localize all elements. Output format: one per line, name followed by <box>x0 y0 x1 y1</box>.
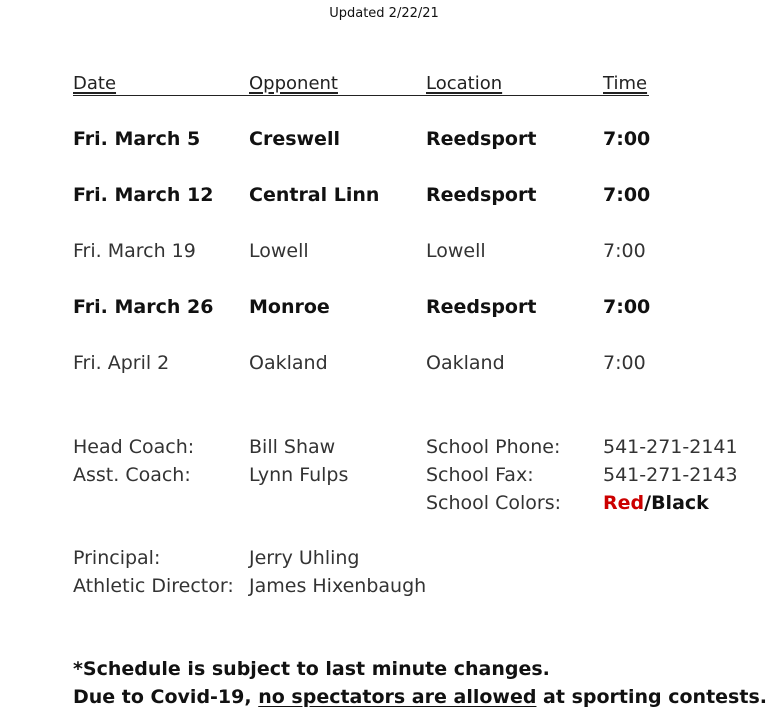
athletic-director-label: Athletic Director: <box>73 575 234 597</box>
color-separator: / <box>644 492 652 514</box>
game-date: Fri. March 26 <box>73 296 214 318</box>
principal-name: Jerry Uhling <box>249 547 360 569</box>
school-fax-label: School Fax: <box>426 464 534 486</box>
asst-coach-label: Asst. Coach: <box>73 464 191 486</box>
asst-coach-name: Lynn Fulps <box>249 464 349 486</box>
game-time: 7:00 <box>603 128 651 150</box>
schedule-change-notice: *Schedule is subject to last minute changes. <box>73 658 550 680</box>
game-location: Lowell <box>426 240 486 262</box>
game-location: Reedsport <box>426 184 537 206</box>
header-time: Time <box>603 73 648 94</box>
header-rule <box>73 95 649 96</box>
table-row <box>0 184 768 212</box>
table-row <box>0 296 768 324</box>
updated-date: Updated 2/22/21 <box>329 6 439 21</box>
game-opponent: Lowell <box>249 240 309 262</box>
game-date: Fri. March 12 <box>73 184 214 206</box>
game-time: 7:00 <box>603 296 651 318</box>
head-coach-label: Head Coach: <box>73 436 195 458</box>
game-opponent: Creswell <box>249 128 340 150</box>
game-time: 7:00 <box>603 240 646 262</box>
school-fax: 541-271-2143 <box>603 464 738 486</box>
covid-notice-underlined: no spectators are allowed <box>258 686 537 708</box>
game-date: Fri. March 19 <box>73 240 196 262</box>
covid-notice-post: at sporting contests. <box>536 686 767 708</box>
school-colors <box>603 492 709 514</box>
game-location: Oakland <box>426 352 505 374</box>
game-date: Fri. April 2 <box>73 352 170 374</box>
header-date: Date <box>73 73 117 94</box>
game-time: 7:00 <box>603 352 646 374</box>
table-row <box>0 240 768 268</box>
table-row <box>0 128 768 156</box>
school-colors-label: School Colors: <box>426 492 562 514</box>
school-phone: 541-271-2141 <box>603 436 738 458</box>
principal-label: Principal: <box>73 547 161 569</box>
header-opponent: Opponent <box>249 73 338 94</box>
game-opponent: Central Linn <box>249 184 380 206</box>
school-color-red: Red <box>603 492 645 514</box>
game-location: Reedsport <box>426 128 537 150</box>
game-opponent: Monroe <box>249 296 330 318</box>
athletic-director-name: James Hixenbaugh <box>249 575 427 597</box>
school-phone-label: School Phone: <box>426 436 561 458</box>
game-opponent: Oakland <box>249 352 328 374</box>
school-color-black: Black <box>651 492 709 514</box>
head-coach-name: Bill Shaw <box>249 436 336 458</box>
covid-notice <box>73 686 767 708</box>
header-location: Location <box>426 73 503 94</box>
game-time: 7:00 <box>603 184 651 206</box>
covid-notice-pre: Due to Covid-19, <box>73 686 259 708</box>
game-location: Reedsport <box>426 296 537 318</box>
table-row <box>0 352 768 380</box>
game-date: Fri. March 5 <box>73 128 201 150</box>
